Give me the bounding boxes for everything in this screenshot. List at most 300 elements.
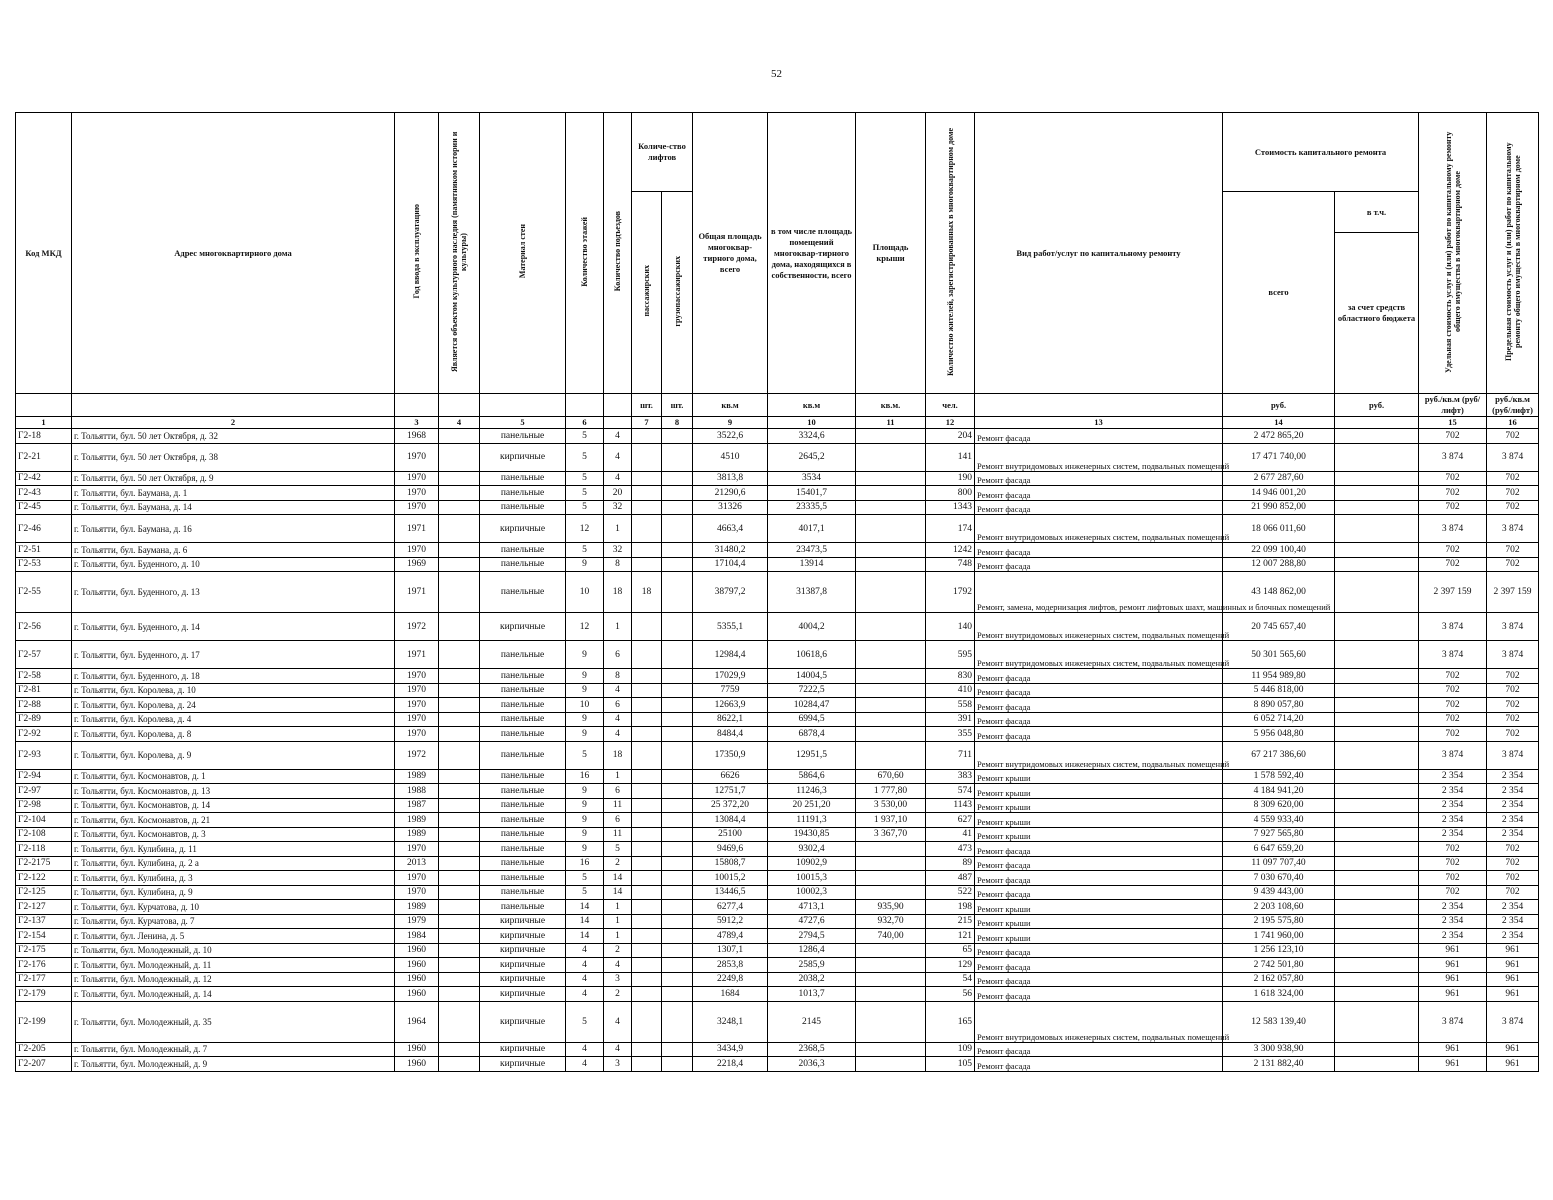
cell-roof-area: [856, 515, 926, 543]
cell-roof-area: [856, 543, 926, 558]
cell-area-private: 4017,1: [768, 515, 856, 543]
cell-heritage: [439, 1001, 480, 1042]
cell-roof-area: [856, 1042, 926, 1057]
table-row: [16, 929, 1539, 944]
cell-unit-cost: 702: [1419, 500, 1487, 515]
cell-work-type: Ремонт фасада: [975, 429, 1223, 444]
unit-people: чел.: [926, 394, 975, 417]
cell-residents: 54: [926, 972, 975, 987]
cell-entrances: 4: [604, 712, 632, 727]
cell-area-total: 8622,1: [693, 712, 768, 727]
cell-entrances: 2: [604, 987, 632, 1002]
cell-work-type: Ремонт внутридомовых инженерных систем, подвальных помещений: [975, 443, 1223, 471]
cell-floors: 9: [566, 669, 604, 684]
cell-entrances: 14: [604, 871, 632, 886]
header-work-type: Вид работ/услуг по капитальному ремонту: [975, 113, 1223, 394]
cell-max-cost: 702: [1487, 871, 1539, 886]
cell-lifts-passenger: [632, 987, 662, 1002]
cell-max-cost: 3 874: [1487, 1001, 1539, 1042]
cell-code: Г2-56: [16, 613, 72, 641]
cell-entrances: 4: [604, 429, 632, 444]
cell-cost-total: 1 578 592,40: [1223, 769, 1335, 784]
cell-lifts-cargo: [662, 972, 693, 987]
cell-cost-total: 43 148 862,00: [1223, 572, 1335, 613]
cell-year: 1970: [395, 712, 439, 727]
cell-lifts-passenger: [632, 827, 662, 842]
cell-max-cost: 3 874: [1487, 443, 1539, 471]
cell-roof-area: 3 367,70: [856, 827, 926, 842]
table-row: [16, 500, 1539, 515]
cell-code: Г2-125: [16, 885, 72, 900]
header-wall: Материал стен: [480, 113, 566, 394]
cell-area-total: 13446,5: [693, 885, 768, 900]
cell-heritage: [439, 987, 480, 1002]
cell-work-type: Ремонт крыши: [975, 784, 1223, 799]
cell-unit-cost: 961: [1419, 987, 1487, 1002]
cell-lifts-cargo: [662, 471, 693, 486]
cell-lifts-cargo: [662, 500, 693, 515]
cell-code: Г2-46: [16, 515, 72, 543]
cell-area-total: 5912,2: [693, 914, 768, 929]
cell-max-cost: 2 354: [1487, 798, 1539, 813]
cell-cost-regional: [1335, 813, 1419, 828]
cell-cost-regional: [1335, 515, 1419, 543]
cell-lifts-cargo: [662, 543, 693, 558]
cell-roof-area: 3 530,00: [856, 798, 926, 813]
cell-unit-cost: 3 874: [1419, 741, 1487, 769]
header-code: Код МКД: [16, 113, 72, 394]
cell-lifts-cargo: [662, 669, 693, 684]
cell-heritage: [439, 798, 480, 813]
cell-area-total: 3813,8: [693, 471, 768, 486]
cell-code: Г2-207: [16, 1057, 72, 1072]
cell-work-type: Ремонт внутридомовых инженерных систем, подвальных помещений: [975, 613, 1223, 641]
cell-entrances: 2: [604, 943, 632, 958]
cell-cost-total: 6 647 659,20: [1223, 842, 1335, 857]
cell-year: 1970: [395, 500, 439, 515]
cell-max-cost: 702: [1487, 683, 1539, 698]
table-row: [16, 1042, 1539, 1057]
cell-year: 1960: [395, 1057, 439, 1072]
cell-lifts-passenger: 18: [632, 572, 662, 613]
cell-unit-cost: 2 354: [1419, 929, 1487, 944]
cell-address: г. Тольятти, бул. Баумана, д. 6: [72, 543, 395, 558]
cell-code: Г2-43: [16, 486, 72, 501]
cell-cost-total: 20 745 657,40: [1223, 613, 1335, 641]
cell-address: г. Тольятти, бул. 50 лет Октября, д. 32: [72, 429, 395, 444]
cell-area-private: 2794,5: [768, 929, 856, 944]
cell-residents: 198: [926, 900, 975, 915]
cell-year: 1987: [395, 798, 439, 813]
cell-work-type: Ремонт внутридомовых инженерных систем, подвальных помещений: [975, 1001, 1223, 1042]
cell-address: г. Тольятти, бул. Королева, д. 9: [72, 741, 395, 769]
cell-roof-area: [856, 885, 926, 900]
cell-floors: 14: [566, 914, 604, 929]
cell-floors: 5: [566, 443, 604, 471]
table-row: [16, 958, 1539, 973]
cell-cost-regional: [1335, 972, 1419, 987]
cell-entrances: 4: [604, 471, 632, 486]
cell-year: 1979: [395, 914, 439, 929]
table-row: [16, 769, 1539, 784]
cell-address: г. Тольятти, бул. Молодежный, д. 9: [72, 1057, 395, 1072]
cell-cost-regional: [1335, 987, 1419, 1002]
cell-year: 1989: [395, 827, 439, 842]
cell-cost-total: 8 309 620,00: [1223, 798, 1335, 813]
cell-roof-area: [856, 486, 926, 501]
table-row: [16, 683, 1539, 698]
cell-year: 1960: [395, 958, 439, 973]
cell-max-cost: 702: [1487, 471, 1539, 486]
cell-wall-material: кирпичные: [480, 914, 566, 929]
cell-unit-cost: 702: [1419, 698, 1487, 713]
cell-area-total: 7759: [693, 683, 768, 698]
cell-lifts-cargo: [662, 429, 693, 444]
cell-heritage: [439, 929, 480, 944]
cell-entrances: 8: [604, 557, 632, 572]
cell-floors: 12: [566, 613, 604, 641]
cell-residents: 129: [926, 958, 975, 973]
header-area-total: Общая площадь многоквар-тирного дома, всего: [693, 113, 768, 394]
cell-cost-regional: [1335, 429, 1419, 444]
cell-area-total: 3248,1: [693, 1001, 768, 1042]
cell-residents: 215: [926, 914, 975, 929]
cell-lifts-passenger: [632, 769, 662, 784]
cell-cost-regional: [1335, 958, 1419, 973]
cell-cost-regional: [1335, 885, 1419, 900]
cell-code: Г2-53: [16, 557, 72, 572]
cell-address: г. Тольятти, бул. Королева, д. 10: [72, 683, 395, 698]
unit-sqm: кв.м: [693, 394, 768, 417]
cell-year: 1970: [395, 698, 439, 713]
cell-wall-material: панельные: [480, 885, 566, 900]
cell-lifts-cargo: [662, 885, 693, 900]
cell-lifts-cargo: [662, 769, 693, 784]
table-row: [16, 900, 1539, 915]
cell-address: г. Тольятти, бул. Буденного, д. 14: [72, 613, 395, 641]
cell-wall-material: кирпичные: [480, 958, 566, 973]
table-row: [16, 1057, 1539, 1072]
cell-year: 1989: [395, 769, 439, 784]
cell-address: г. Тольятти, бул. Космонавтов, д. 3: [72, 827, 395, 842]
cell-cost-total: 14 946 001,20: [1223, 486, 1335, 501]
cell-code: Г2-88: [16, 698, 72, 713]
cell-floors: 10: [566, 572, 604, 613]
table-row: [16, 842, 1539, 857]
cell-floors: 5: [566, 871, 604, 886]
header-cost-regional: за счет средств областного бюджета: [1335, 233, 1419, 394]
cell-area-total: 12751,7: [693, 784, 768, 799]
cell-cost-total: 21 990 852,00: [1223, 500, 1335, 515]
cell-code: Г2-55: [16, 572, 72, 613]
cell-heritage: [439, 641, 480, 669]
cell-roof-area: [856, 669, 926, 684]
column-number: 3: [395, 417, 439, 429]
cell-unit-cost: 702: [1419, 429, 1487, 444]
cell-residents: 190: [926, 471, 975, 486]
table-row: [16, 515, 1539, 543]
unit-sqm: кв.м.: [856, 394, 926, 417]
cell-code: Г2-137: [16, 914, 72, 929]
cell-roof-area: [856, 727, 926, 742]
cell-floors: 5: [566, 471, 604, 486]
cell-heritage: [439, 543, 480, 558]
cell-wall-material: кирпичные: [480, 1057, 566, 1072]
column-number: 1: [16, 417, 72, 429]
cell-heritage: [439, 784, 480, 799]
cell-year: 1968: [395, 429, 439, 444]
header-year: Год ввода в эксплуатацию: [395, 113, 439, 394]
cell-area-private: 6878,4: [768, 727, 856, 742]
table-row: [16, 1001, 1539, 1042]
table-header: [16, 113, 1539, 429]
cell-wall-material: панельные: [480, 727, 566, 742]
header-unit-cost: Удельная стоимость услуг и (или) работ по капитальному ремонту общего имущества в многоквартирном доме: [1419, 113, 1487, 394]
cell-heritage: [439, 813, 480, 828]
cell-unit-cost: 2 354: [1419, 827, 1487, 842]
column-number: 11: [856, 417, 926, 429]
cell-code: Г2-205: [16, 1042, 72, 1057]
cell-area-total: 6626: [693, 769, 768, 784]
cell-cost-total: 2 472 865,20: [1223, 429, 1335, 444]
cell-entrances: 5: [604, 842, 632, 857]
cell-address: г. Тольятти, бул. Ленина, д. 5: [72, 929, 395, 944]
cell-area-total: 12984,4: [693, 641, 768, 669]
cell-cost-total: 9 439 443,00: [1223, 885, 1335, 900]
cell-residents: 165: [926, 1001, 975, 1042]
cell-lifts-passenger: [632, 784, 662, 799]
cell-wall-material: панельные: [480, 769, 566, 784]
cell-cost-total: 5 446 818,00: [1223, 683, 1335, 698]
column-number: 6: [566, 417, 604, 429]
cell-residents: 800: [926, 486, 975, 501]
cell-unit-cost: 3 874: [1419, 1001, 1487, 1042]
header-lifts: Количе-ство лифтов: [632, 113, 693, 192]
table-row: [16, 712, 1539, 727]
cell-cost-regional: [1335, 500, 1419, 515]
cell-cost-regional: [1335, 641, 1419, 669]
cell-area-total: 15808,7: [693, 856, 768, 871]
cell-lifts-cargo: [662, 1042, 693, 1057]
cell-code: Г2-18: [16, 429, 72, 444]
cell-max-cost: 702: [1487, 727, 1539, 742]
cell-heritage: [439, 827, 480, 842]
cell-lifts-cargo: [662, 929, 693, 944]
cell-max-cost: 702: [1487, 669, 1539, 684]
cell-entrances: 4: [604, 727, 632, 742]
cell-max-cost: 3 874: [1487, 515, 1539, 543]
cell-lifts-cargo: [662, 698, 693, 713]
cell-residents: 1242: [926, 543, 975, 558]
cell-work-type: Ремонт фасада: [975, 486, 1223, 501]
cell-area-private: 23335,5: [768, 500, 856, 515]
cell-cost-regional: [1335, 486, 1419, 501]
cell-year: 1960: [395, 943, 439, 958]
cell-lifts-cargo: [662, 914, 693, 929]
cell-year: 2013: [395, 856, 439, 871]
cell-roof-area: [856, 712, 926, 727]
cell-cost-regional: [1335, 798, 1419, 813]
header-address: Адрес многоквартирного дома: [72, 113, 395, 394]
cell-roof-area: 1 777,80: [856, 784, 926, 799]
cell-area-private: 23473,5: [768, 543, 856, 558]
cell-area-private: 5864,6: [768, 769, 856, 784]
units-row: [16, 394, 1539, 417]
header-cost-incl: в т.ч.: [1335, 192, 1419, 233]
cell-area-total: 25100: [693, 827, 768, 842]
table-row: [16, 813, 1539, 828]
cell-entrances: 32: [604, 500, 632, 515]
cell-lifts-passenger: [632, 698, 662, 713]
cell-heritage: [439, 1057, 480, 1072]
cell-lifts-passenger: [632, 929, 662, 944]
cell-work-type: Ремонт фасада: [975, 842, 1223, 857]
cell-floors: 9: [566, 798, 604, 813]
cell-unit-cost: 2 354: [1419, 769, 1487, 784]
cell-roof-area: [856, 1057, 926, 1072]
cell-roof-area: 932,70: [856, 914, 926, 929]
column-number: 2: [72, 417, 395, 429]
cell-code: Г2-2175: [16, 856, 72, 871]
header-floors: Количество этажей: [566, 113, 604, 394]
cell-area-total: 4510: [693, 443, 768, 471]
cell-cost-total: 12 007 288,80: [1223, 557, 1335, 572]
cell-area-private: 3534: [768, 471, 856, 486]
capital-repair-table: [15, 112, 1539, 1072]
cell-floors: 16: [566, 856, 604, 871]
cell-unit-cost: 702: [1419, 471, 1487, 486]
cell-unit-cost: 2 354: [1419, 900, 1487, 915]
cell-area-private: 4727,6: [768, 914, 856, 929]
cell-lifts-passenger: [632, 972, 662, 987]
cell-area-private: 10002,3: [768, 885, 856, 900]
cell-area-private: 12951,5: [768, 741, 856, 769]
cell-wall-material: панельные: [480, 572, 566, 613]
cell-area-private: 9302,4: [768, 842, 856, 857]
cell-unit-cost: 2 354: [1419, 784, 1487, 799]
cell-entrances: 6: [604, 813, 632, 828]
cell-work-type: Ремонт крыши: [975, 929, 1223, 944]
cell-area-total: 5355,1: [693, 613, 768, 641]
cell-cost-total: 2 677 287,60: [1223, 471, 1335, 486]
cell-year: 1970: [395, 683, 439, 698]
table-row: [16, 943, 1539, 958]
cell-year: 1984: [395, 929, 439, 944]
cell-area-total: 12663,9: [693, 698, 768, 713]
cell-cost-regional: [1335, 613, 1419, 641]
cell-cost-total: 2 195 575,80: [1223, 914, 1335, 929]
cell-cost-regional: [1335, 572, 1419, 613]
cell-wall-material: кирпичные: [480, 943, 566, 958]
cell-residents: 410: [926, 683, 975, 698]
cell-code: Г2-98: [16, 798, 72, 813]
cell-cost-regional: [1335, 557, 1419, 572]
table-row: [16, 871, 1539, 886]
cell-wall-material: панельные: [480, 813, 566, 828]
cell-address: г. Тольятти, бул. Буденного, д. 13: [72, 572, 395, 613]
cell-cost-total: 11 954 989,80: [1223, 669, 1335, 684]
cell-work-type: Ремонт фасада: [975, 471, 1223, 486]
cell-cost-regional: [1335, 929, 1419, 944]
column-number: 14: [1223, 417, 1335, 429]
cell-cost-regional: [1335, 856, 1419, 871]
cell-residents: 355: [926, 727, 975, 742]
table-row: [16, 572, 1539, 613]
cell-area-private: 7222,5: [768, 683, 856, 698]
cell-work-type: Ремонт фасада: [975, 557, 1223, 572]
cell-unit-cost: 961: [1419, 958, 1487, 973]
cell-roof-area: [856, 443, 926, 471]
cell-max-cost: 2 354: [1487, 914, 1539, 929]
cell-year: 1970: [395, 543, 439, 558]
cell-area-total: 9469,6: [693, 842, 768, 857]
cell-residents: 1792: [926, 572, 975, 613]
cell-lifts-passenger: [632, 1042, 662, 1057]
cell-work-type: Ремонт фасада: [975, 885, 1223, 900]
cell-entrances: 6: [604, 641, 632, 669]
cell-floors: 12: [566, 515, 604, 543]
table-row: [16, 669, 1539, 684]
cell-residents: 1143: [926, 798, 975, 813]
cell-residents: 574: [926, 784, 975, 799]
cell-floors: 5: [566, 543, 604, 558]
table-row: [16, 741, 1539, 769]
cell-area-total: 38797,2: [693, 572, 768, 613]
cell-code: Г2-93: [16, 741, 72, 769]
table-row: [16, 429, 1539, 444]
cell-area-private: 3324,6: [768, 429, 856, 444]
cell-work-type: Ремонт фасада: [975, 972, 1223, 987]
cell-residents: 383: [926, 769, 975, 784]
cell-lifts-passenger: [632, 443, 662, 471]
unit-sqm: кв.м: [768, 394, 856, 417]
cell-year: 1960: [395, 972, 439, 987]
cell-work-type: Ремонт внутридомовых инженерных систем, подвальных помещений: [975, 515, 1223, 543]
cell-roof-area: [856, 741, 926, 769]
cell-heritage: [439, 943, 480, 958]
cell-cost-total: 18 066 011,60: [1223, 515, 1335, 543]
cell-heritage: [439, 885, 480, 900]
cell-unit-cost: 3 874: [1419, 443, 1487, 471]
table-row: [16, 543, 1539, 558]
cell-address: г. Тольятти, бул. Королева, д. 4: [72, 712, 395, 727]
cell-area-total: 31326: [693, 500, 768, 515]
cell-floors: 9: [566, 727, 604, 742]
cell-year: 1970: [395, 669, 439, 684]
cell-code: Г2-94: [16, 769, 72, 784]
cell-entrances: 1: [604, 515, 632, 543]
table-row: [16, 914, 1539, 929]
table-body: [16, 429, 1539, 1072]
cell-roof-area: [856, 972, 926, 987]
cell-area-private: 4004,2: [768, 613, 856, 641]
cell-cost-total: 1 741 960,00: [1223, 929, 1335, 944]
cell-roof-area: [856, 987, 926, 1002]
column-number: 9: [693, 417, 768, 429]
cell-work-type: Ремонт фасада: [975, 683, 1223, 698]
header-max-cost: Предельная стоимость услуг и (или) работ по капитальному ремонту общего имущества в многоквартирном доме: [1487, 113, 1539, 394]
cell-entrances: 4: [604, 683, 632, 698]
cell-max-cost: 961: [1487, 943, 1539, 958]
cell-area-private: 31387,8: [768, 572, 856, 613]
cell-heritage: [439, 500, 480, 515]
cell-entrances: 18: [604, 572, 632, 613]
cell-entrances: 18: [604, 741, 632, 769]
cell-code: Г2-154: [16, 929, 72, 944]
cell-lifts-passenger: [632, 943, 662, 958]
cell-address: г. Тольятти, бул. Кулибина, д. 2 а: [72, 856, 395, 871]
cell-residents: 473: [926, 842, 975, 857]
